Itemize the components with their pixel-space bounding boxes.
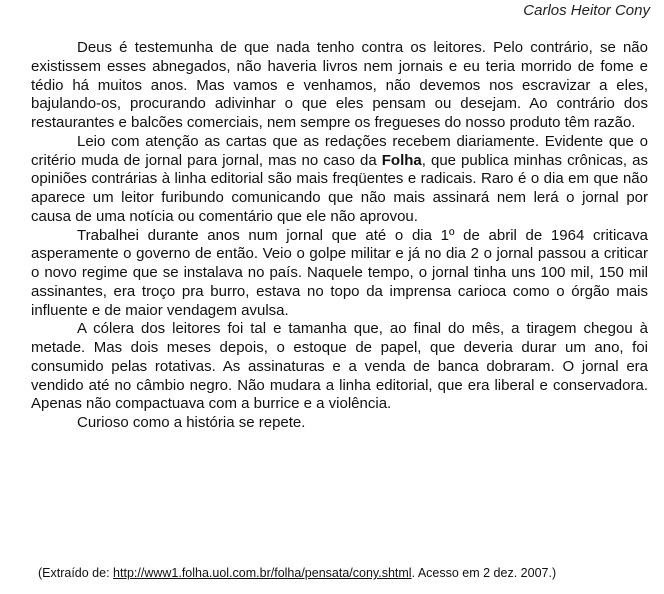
paragraph-2-text-start: Leio com atenção as cartas que as redações recebem diariamente. Evidente que o critério muda de jornal para jornal, mas no caso da — [31, 132, 648, 169]
author-name: Carlos Heitor Cony — [523, 2, 650, 19]
article-body — [31, 39, 648, 433]
source-citation — [38, 565, 650, 581]
paragraph-2 — [31, 133, 648, 227]
source-prefix: (Extraído de: — [38, 566, 114, 580]
newspaper-name: Folha — [381, 151, 422, 169]
paragraph-1: Deus é testemunha de que nada tenho contra os leitores. Pelo contrário, se não existissem esses abnegados, não haveria livros nem jornais e eu teria morrido de fome e tédio há muitos anos. Mas vamos e venhamos, não devemos nos escravizar a eles, bajulando-os, procurando adivinhar o que eles pensam ou desejam. Ao contrário dos restaurantes e balcões comerciais, nem sempre os fregueses do nosso produto têm razão. — [31, 39, 648, 131]
source-suffix: . Acesso em 2 dez. 2007.) — [411, 566, 557, 580]
source-link[interactable]: http://www1.folha.uol.com.br/folha/pensata/cony.shtml — [113, 566, 412, 580]
paragraph-5: Curioso como a história se repete. — [77, 414, 306, 431]
paragraph-2-text-end: , que publica minhas crônicas, as opiniões contrárias à linha editorial são mais freqüentes e radicais. Raro é o dia em que não aparece um leitor furibundo comunicando que não mais assinará nem lerá o jornal por causa de uma notícia ou comentário que ele não aprovou. — [31, 151, 648, 225]
paragraph-3: Trabalhei durante anos num jornal que até o dia 1º de abril de 1964 criticava asperamente o governo de então. Veio o golpe militar e já no dia 2 o jornal passou a criticar o novo regime que se instalava no país. Naquele tempo, o jornal tinha uns 100 mil, 150 mil assinantes, era troço pra burro, estava no topo da imprensa carioca como o órgão mais influente e de maior vendagem avulsa. — [31, 226, 648, 319]
paragraph-4: A cólera dos leitores foi tal e tamanha que, ao final do mês, a tiragem chegou à metade. Mas dois meses depois, o estoque de papel, que deveria durar um ano, foi consumido pelas rotativas. As assinaturas e a venda de banca dobraram. O jornal era vendido até no câmbio negro. Não mudara a linha editorial, que era liberal e conservadora. Apenas não compactuava com a burrice e a violência. — [31, 320, 648, 413]
